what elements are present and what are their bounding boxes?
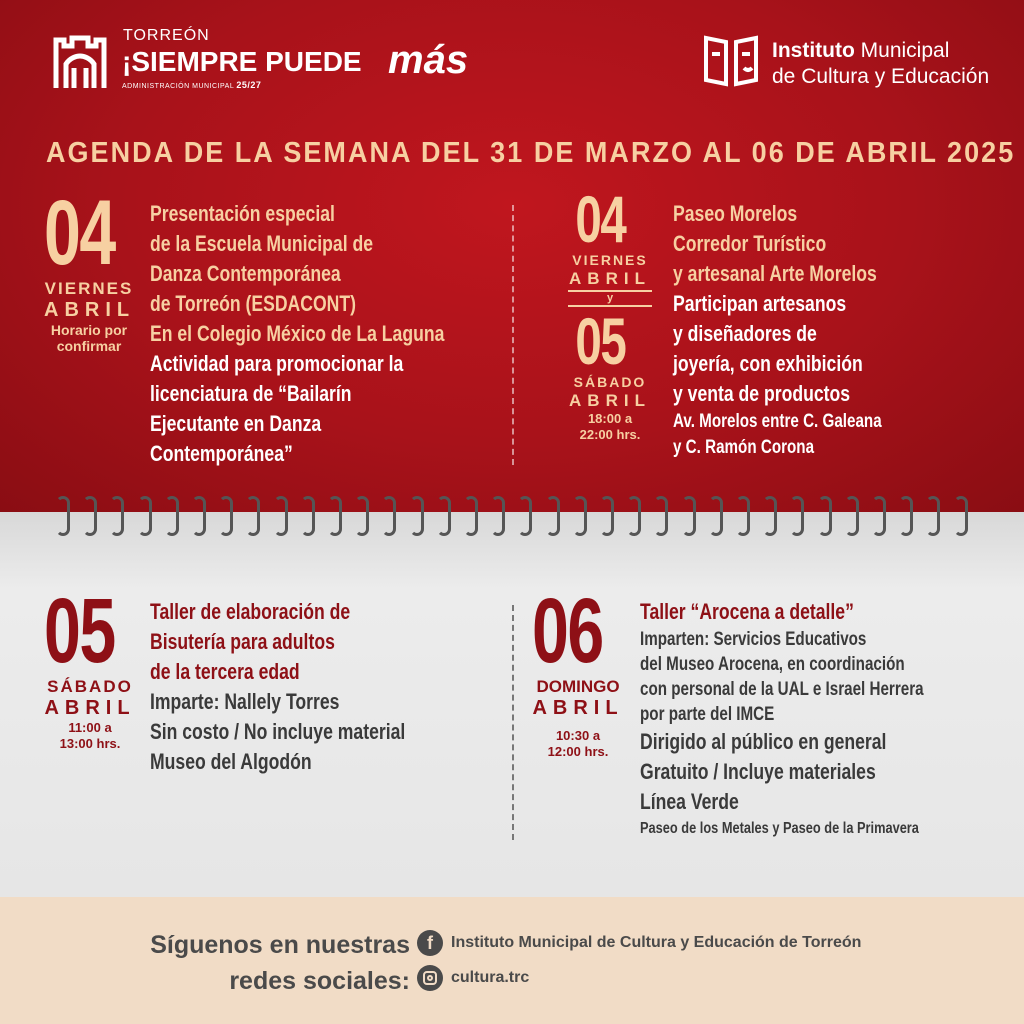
instagram-icon <box>417 965 443 991</box>
spiral-ring <box>872 496 886 536</box>
event-1-desc-line: Actividad para promocionar la <box>150 351 404 376</box>
event-2-day-number-2: 05 <box>575 304 626 378</box>
spiral-ring <box>763 496 777 536</box>
spiral-ring <box>654 496 668 536</box>
event-4-small-line: del Museo Arocena, en coordinación <box>640 654 905 675</box>
event-4-small-line: con personal de la UAL e Israel Herrera <box>640 679 924 700</box>
event-3-month: ABRIL <box>44 697 136 719</box>
event-4-time: 10:30 a <box>555 728 601 743</box>
facebook-icon: f <box>417 930 443 956</box>
event-2-desc-line: Participan artesanos <box>673 291 847 316</box>
event-2-details <box>673 199 882 461</box>
event-2-day-number: 04 <box>575 182 626 256</box>
spiral-ring <box>56 496 70 536</box>
spiral-ring <box>709 496 723 536</box>
spiral-ring <box>192 496 206 536</box>
spiral-ring <box>845 496 859 536</box>
event-3-desc-line: Museo del Algodón <box>150 749 312 774</box>
logo-mas: más <box>388 38 469 82</box>
event-4-small-line: por parte del IMCE <box>640 704 775 725</box>
event-4-desc-line: Línea Verde <box>640 789 739 814</box>
follow-line-1: Síguenos en nuestras <box>150 931 410 959</box>
event-2-location-line: Av. Morelos entre C. Galeana <box>673 411 882 432</box>
institute-rest: Municipal <box>860 39 950 62</box>
spiral-ring <box>110 496 124 536</box>
spiral-ring <box>682 496 696 536</box>
spiral-ring <box>627 496 641 536</box>
spiral-ring <box>736 496 750 536</box>
event-2-location-line: y C. Ramón Corona <box>673 437 815 458</box>
event-2-title-line: Corredor Turístico <box>673 231 827 256</box>
spiral-ring <box>926 496 940 536</box>
event-1-weekday: VIERNES <box>44 279 134 298</box>
logo-torreon: TORREÓN <box>123 27 210 44</box>
spiral-ring <box>437 496 451 536</box>
event-2-joiner: y <box>568 290 652 307</box>
event-4-desc-line: Gratuito / Incluye materiales <box>640 759 876 784</box>
spiral-ring <box>301 496 315 536</box>
event-3-title-line: de la tercera edad <box>150 659 300 684</box>
event-1-desc-line: licenciatura de “Bailarín <box>150 381 352 406</box>
spiral-ring <box>83 496 97 536</box>
event-2-time-2: 22:00 hrs. <box>579 427 641 442</box>
spiral-ring <box>165 496 179 536</box>
institute-name <box>772 38 989 90</box>
event-3-weekday: SÁBADO <box>47 677 133 696</box>
spiral-ring <box>491 496 505 536</box>
logo-admin <box>122 80 261 92</box>
torreon-castle-logo-icon <box>52 32 108 90</box>
event-4-date <box>532 580 624 760</box>
event-4-details <box>640 597 924 841</box>
event-4-day-number: 06 <box>532 580 603 682</box>
event-1-desc-line: Ejecutante en Danza <box>150 411 322 436</box>
event-2-weekday: VIERNES <box>572 252 648 268</box>
institute-line2: de Cultura y Educación <box>772 65 990 88</box>
event-2-time: 18:00 a <box>587 411 633 426</box>
event-1-month: ABRIL <box>44 299 136 321</box>
event-1-details <box>150 199 444 469</box>
event-3-time: 11:00 a <box>68 720 112 735</box>
instagram-handle: cultura.trc <box>451 969 530 986</box>
spiral-ring <box>274 496 288 536</box>
spiral-ring <box>219 496 233 536</box>
event-2-month-2: ABRIL <box>569 391 651 410</box>
spiral-ring <box>954 496 968 536</box>
event-2-date <box>568 182 652 443</box>
event-3-title-line: Bisutería para adultos <box>150 629 335 654</box>
spiral-ring <box>518 496 532 536</box>
event-2-title-line: y artesanal Arte Morelos <box>673 261 877 286</box>
spiral-ring <box>138 496 152 536</box>
event-2-title-line: Paseo Morelos <box>673 201 798 226</box>
follow-line-2: redes sociales: <box>229 967 410 995</box>
divider-top <box>512 205 514 465</box>
follow-text <box>100 927 410 999</box>
event-1-time-2: confirmar <box>56 338 122 354</box>
logo-slogan: ¡SIEMPRE PUEDE <box>122 46 362 77</box>
event-3-desc-line: Sin costo / No incluye material <box>150 719 406 744</box>
event-3-desc-line: Imparte: Nallely Torres <box>150 689 340 714</box>
institute-mask-logo-icon <box>702 32 760 90</box>
event-2-weekday-2: SÁBADO <box>573 374 647 390</box>
event-1-date <box>44 182 136 354</box>
event-4-location-line: Paseo de los Metales y Paseo de la Primavera <box>640 820 919 837</box>
spiral-ring <box>464 496 478 536</box>
event-4-time-2: 12:00 hrs. <box>547 744 609 759</box>
event-1-day-number: 04 <box>44 182 115 284</box>
event-3-title-line: Taller de elaboración de <box>150 599 351 624</box>
spiral-ring <box>382 496 396 536</box>
spiral-ring <box>355 496 369 536</box>
event-2-month: ABRIL <box>569 269 651 288</box>
event-1-time: Horario por <box>50 322 128 338</box>
divider-bottom <box>512 605 514 840</box>
spiral-ring <box>546 496 560 536</box>
event-4-month: ABRIL <box>532 697 624 719</box>
facebook-name: Instituto Municipal de Cultura y Educación de Torreón <box>451 934 862 951</box>
event-2-desc-line: y diseñadores de <box>673 321 817 346</box>
event-1-title-line: de Torreón (ESDACONT) <box>150 291 356 316</box>
event-3-time-2: 13:00 hrs. <box>59 736 121 751</box>
facebook-link[interactable] <box>417 930 861 956</box>
event-1-title-line: En el Colegio México de La Laguna <box>150 321 445 346</box>
event-4-desc-line: Dirigido al público en general <box>640 729 887 754</box>
event-1-title-line: de la Escuela Municipal de <box>150 231 374 256</box>
event-2-desc-line: joyería, con exhibición <box>673 351 863 376</box>
page-title: AGENDA DE LA SEMANA DEL 31 DE MARZO AL 06 DE ABRIL 2025 <box>46 137 1016 169</box>
event-1-desc-line: Contemporánea” <box>150 441 293 466</box>
spiral-ring <box>818 496 832 536</box>
logo-admin-text: ADMINISTRACIÓN MUNICIPAL <box>122 83 234 90</box>
spiral-ring <box>600 496 614 536</box>
spiral-ring <box>790 496 804 536</box>
instagram-link[interactable] <box>417 965 529 991</box>
event-3-date <box>44 580 136 752</box>
event-4-title-line: Taller “Arocena a detalle” <box>640 599 854 624</box>
institute-bold: Instituto <box>772 39 855 62</box>
event-4-weekday: DOMINGO <box>536 677 620 696</box>
spiral-ring <box>899 496 913 536</box>
event-3-day-number: 05 <box>44 580 115 682</box>
event-2-desc-line: y venta de productos <box>673 381 851 406</box>
spiral-ring <box>328 496 342 536</box>
spiral-ring <box>573 496 587 536</box>
event-3-details <box>150 597 405 777</box>
spiral-ring <box>246 496 260 536</box>
event-4-small-line: Imparten: Servicios Educativos <box>640 629 867 650</box>
logo-years: 25/27 <box>236 80 262 90</box>
spiral-ring <box>410 496 424 536</box>
event-1-title-line: Danza Contemporánea <box>150 261 341 286</box>
event-1-title-line: Presentación especial <box>150 201 335 226</box>
